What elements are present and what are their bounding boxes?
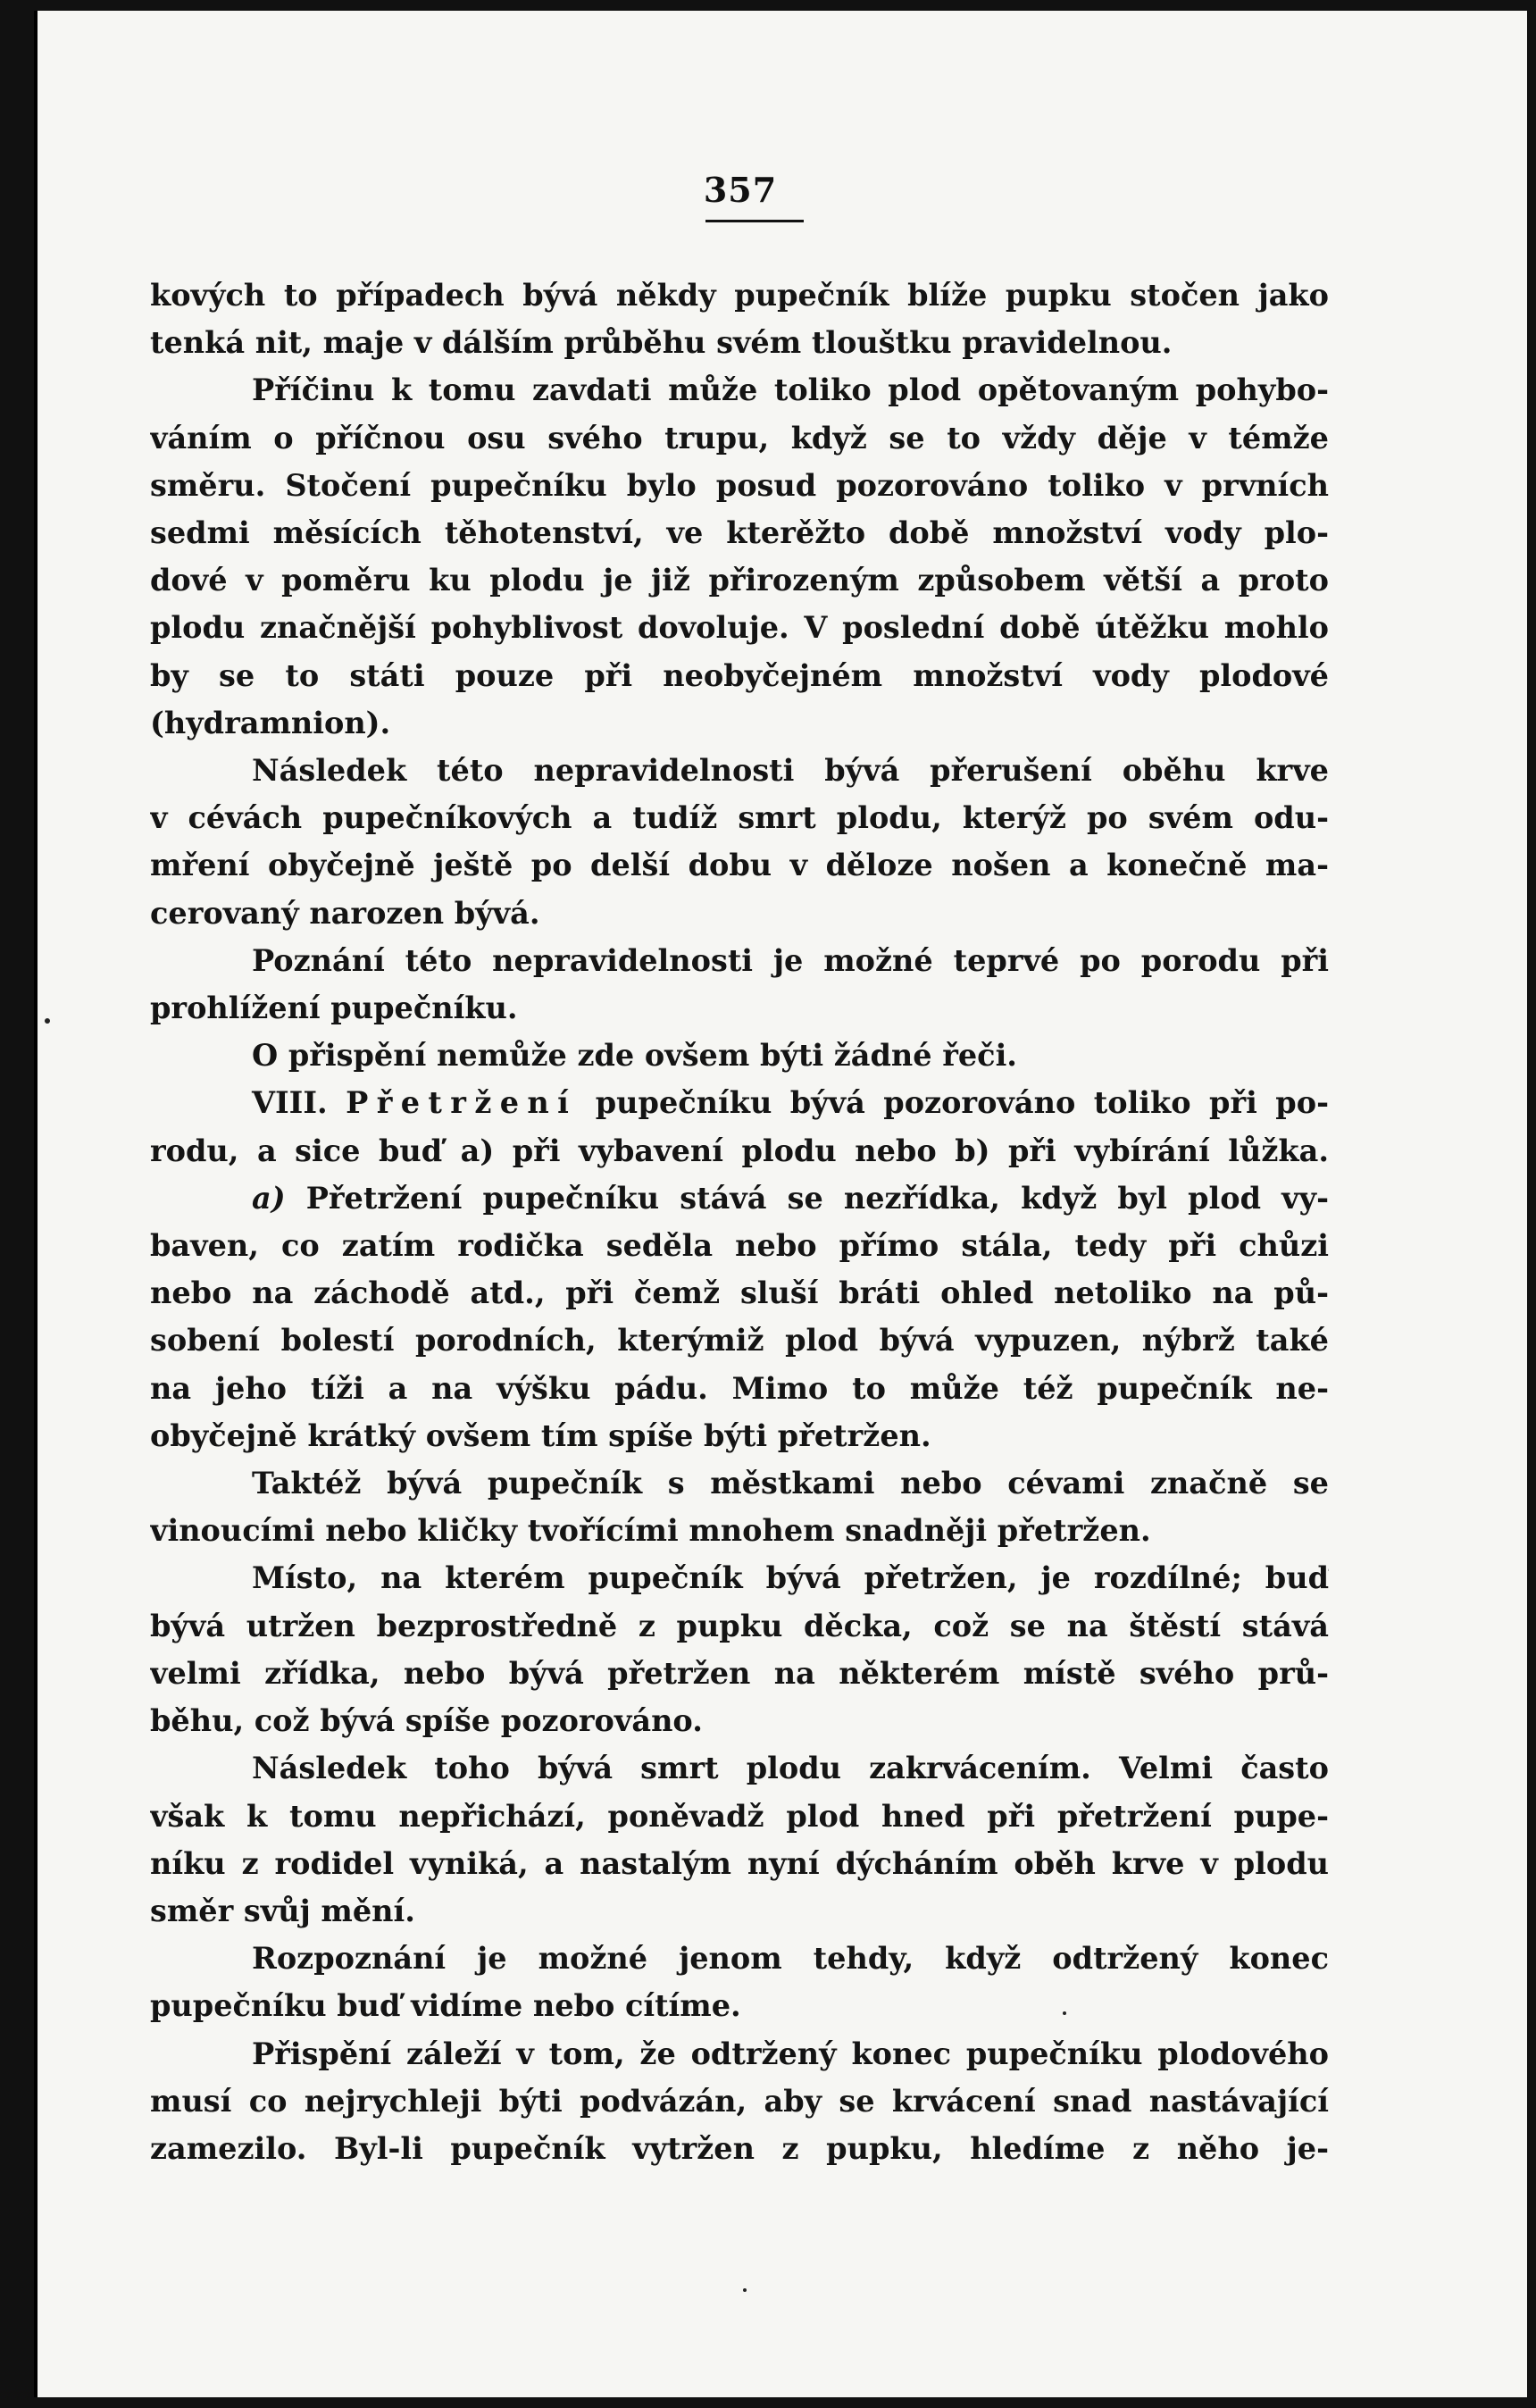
emphasized-term: Přetržení bbox=[346, 1085, 578, 1121]
text-line bbox=[150, 1793, 1329, 1840]
text-line bbox=[150, 937, 1329, 984]
text-line-rest: pupečníku bývá pozorováno toliko při po- bbox=[595, 1085, 1329, 1121]
text-line-content: tenká nit, maje v dálším průběhu svém tlouštku pravidelnou. bbox=[150, 325, 1173, 361]
text-line bbox=[150, 1602, 1329, 1650]
text-line-content: cerovaný narozen bývá. bbox=[150, 895, 540, 931]
text-line-content: (hydramnion). bbox=[150, 705, 391, 740]
text-line-content: zamezilo. Byl-li pupečník vytržen z pupku, hledíme z něho je- bbox=[150, 2130, 1329, 2166]
text-line-content: směr svůj mění. bbox=[150, 1893, 415, 1928]
page-number: 357 bbox=[703, 170, 778, 210]
text-line bbox=[150, 272, 1329, 319]
text-line bbox=[150, 414, 1329, 462]
text-line-content: sobení bolestí porodních, kterýmiž plod bývá vypuzen, nýbrž také bbox=[150, 1323, 1329, 1359]
text-line bbox=[150, 984, 1329, 1032]
text-line bbox=[150, 890, 1329, 937]
text-line bbox=[150, 652, 1329, 699]
text-line bbox=[150, 1079, 1329, 1126]
text-line bbox=[150, 1317, 1329, 1364]
text-line-content: váním o příčnou osu svého trupu, když se to vždy děje v témže bbox=[150, 420, 1329, 456]
text-line-content: směru. Stočení pupečníku bylo posud pozorováno toliko v prvních bbox=[150, 467, 1329, 503]
text-line-content: pupečníku buď vidíme nebo cítíme. bbox=[150, 1988, 741, 2024]
text-line bbox=[150, 556, 1329, 604]
text-line bbox=[150, 1982, 1329, 2029]
text-line bbox=[150, 1744, 1329, 1792]
text-line bbox=[150, 1269, 1329, 1317]
text-line-content: Příčinu k tomu zavdati může toliko plod opětovaným pohybo- bbox=[252, 372, 1329, 408]
text-line-content: Přetržení pupečníku stává se nezřídka, když byl plod vy- bbox=[305, 1180, 1329, 1216]
text-line bbox=[150, 747, 1329, 794]
text-line bbox=[150, 1412, 1329, 1459]
text-line bbox=[150, 604, 1329, 651]
text-line-content: na jeho tíži a na výšku pádu. Mimo to může též pupečník ne- bbox=[150, 1370, 1329, 1406]
text-line bbox=[150, 1032, 1329, 1079]
text-line-content: Přispění záleží v tom, že odtržený konec pupečníku plodového bbox=[252, 2036, 1329, 2071]
text-line-content: v cévách pupečníkových a tudíž smrt plodu, kterýž po svém odu- bbox=[150, 800, 1329, 836]
text-line-content: obyčejně krátký ovšem tím spíše býti přetržen. bbox=[150, 1417, 931, 1453]
text-line-content: Taktéž bývá pupečník s městkami nebo cévami značně se bbox=[252, 1466, 1329, 1501]
text-line bbox=[150, 841, 1329, 889]
text-line bbox=[150, 1175, 1329, 1222]
text-line bbox=[150, 1459, 1329, 1507]
book-page bbox=[34, 11, 1527, 2397]
text-line-content: baven, co zatím rodička seděla nebo přímo stála, tedy při chůzi bbox=[150, 1228, 1329, 1264]
text-line bbox=[150, 1650, 1329, 1697]
text-line bbox=[150, 2030, 1329, 2078]
text-line bbox=[150, 319, 1329, 366]
text-line-content: sedmi měsících těhotenství, ve kterěžto době množství vody plo- bbox=[150, 515, 1329, 551]
text-line-content: velmi zřídka, nebo bývá přetržen na některém místě svého prů- bbox=[150, 1655, 1329, 1691]
print-speck bbox=[1063, 2011, 1066, 2015]
text-line bbox=[150, 699, 1329, 747]
text-line bbox=[150, 462, 1329, 509]
text-line bbox=[150, 1840, 1329, 1887]
print-speck bbox=[743, 2288, 747, 2292]
text-line bbox=[150, 1697, 1329, 1744]
text-line-content: běhu, což bývá spíše pozorováno. bbox=[150, 1703, 703, 1739]
text-line bbox=[150, 1507, 1329, 1554]
text-line-content: musí co nejrychleji býti podvázán, aby se krvácení snad nastávající bbox=[150, 2083, 1329, 2119]
text-line-content: prohlížení pupečníku. bbox=[150, 991, 518, 1026]
text-line bbox=[150, 1554, 1329, 1601]
text-line-content: dové v poměru ku plodu je již přirozeným způsobem větší a proto bbox=[150, 563, 1329, 598]
page-number-underline bbox=[705, 220, 804, 222]
text-line-content: však k tomu nepřichází, poněvadž plod hned při přetržení pupe- bbox=[150, 1798, 1329, 1834]
text-line-content: VIII. bbox=[252, 1085, 328, 1121]
text-line-content: vinoucími nebo kličky tvořícími mnohem snadněji přetržen. bbox=[150, 1513, 1151, 1549]
enumeration-label: a) bbox=[252, 1180, 286, 1216]
text-line bbox=[150, 1222, 1329, 1269]
text-line-content: Následek toho bývá smrt plodu zakrvácením. Velmi často bbox=[252, 1751, 1329, 1786]
text-line bbox=[150, 2125, 1329, 2172]
text-line-content: O přispění nemůže zde ovšem býti žádné řeči. bbox=[252, 1038, 1017, 1074]
text-line-content: by se to státi pouze při neobyčejném množství vody plodové bbox=[150, 657, 1329, 693]
text-line bbox=[150, 2078, 1329, 2125]
text-line bbox=[150, 1935, 1329, 1982]
text-line-content: bývá utržen bezprostředně z pupku děcka, což se na štěstí stává bbox=[150, 1608, 1329, 1643]
text-line-content: rodu, a sice buď a) při vybavení plodu nebo b) při vybírání lůžka. bbox=[150, 1133, 1329, 1168]
text-line bbox=[150, 1127, 1329, 1175]
text-line bbox=[150, 366, 1329, 414]
text-line-content: kových to případech bývá někdy pupečník blíže pupku stočen jako bbox=[150, 278, 1329, 313]
text-line-content: plodu značnější pohyblivost dovoluje. V poslední době útěžku mohlo bbox=[150, 610, 1329, 646]
text-line-content: Rozpoznání je možné jenom tehdy, když odtržený konec bbox=[252, 1941, 1329, 1977]
text-line bbox=[150, 1887, 1329, 1935]
text-line-content: níku z rodidel vyniká, a nastalým nyní dýcháním oběh krve v plodu bbox=[150, 1845, 1329, 1881]
text-line bbox=[150, 794, 1329, 841]
text-line bbox=[150, 509, 1329, 556]
body-text bbox=[150, 272, 1329, 2172]
text-line-content: Poznání této nepravidelnosti je možné teprvé po porodu při bbox=[252, 942, 1329, 978]
text-line-content: Následek této nepravidelnosti bývá přerušení oběhu krve bbox=[252, 753, 1329, 789]
text-line-content: nebo na záchodě atd., při čemž sluší bráti ohled netoliko na pů- bbox=[150, 1275, 1329, 1311]
text-line-content: mření obyčejně ještě po delší dobu v děloze nošen a konečně ma- bbox=[150, 848, 1329, 883]
text-line bbox=[150, 1365, 1329, 1412]
text-line-content: Místo, na kterém pupečník bývá přetržen, je rozdílné; buď bbox=[252, 1560, 1329, 1596]
print-speck bbox=[45, 1018, 50, 1024]
